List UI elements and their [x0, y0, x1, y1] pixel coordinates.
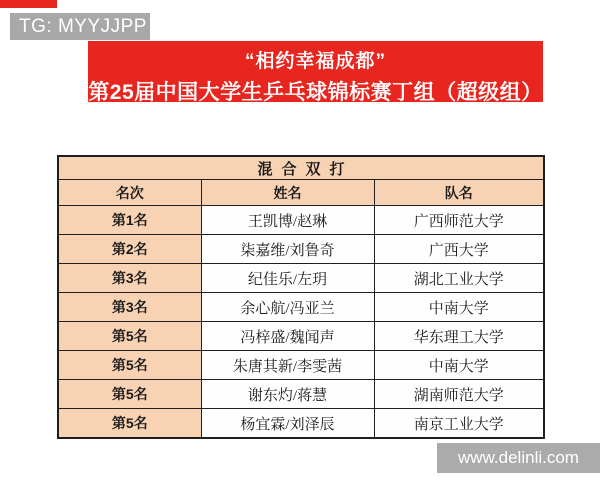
header-row: [58, 180, 544, 206]
team-cell: 湖南师范大学: [374, 380, 544, 409]
team-cell: 湖北工业大学: [374, 264, 544, 293]
rank-cell: 第2名: [58, 235, 201, 264]
names-cell: 朱唐其新/李雯茜: [201, 351, 374, 380]
rank-cell: 第5名: [58, 322, 201, 351]
names-cell: 王凯博/赵琳: [201, 206, 374, 235]
names-cell: 杨宜霖/刘泽辰: [201, 409, 374, 439]
rank-cell: 第3名: [58, 264, 201, 293]
watermark-tg-badge: TG: MYYJJPP: [10, 13, 150, 40]
names-cell: 谢东灼/蒋慧: [201, 380, 374, 409]
results-table-body: [58, 206, 544, 439]
team-cell: 广西大学: [374, 235, 544, 264]
table-row: [58, 206, 544, 235]
names-cell: 冯梓盛/魏闻声: [201, 322, 374, 351]
banner-title: 第25届中国大学生乒乓球锦标赛丁组（超级组）: [88, 81, 543, 104]
rank-cell: 第1名: [58, 206, 201, 235]
column-header-team: 队名: [374, 180, 544, 206]
team-cell: 中南大学: [374, 351, 544, 380]
table-row: [58, 322, 544, 351]
table-row: [58, 235, 544, 264]
table-row: [58, 351, 544, 380]
column-header-rank: 名次: [58, 180, 201, 206]
rank-cell: 第5名: [58, 380, 201, 409]
table-row: [58, 409, 544, 439]
red-strip-decoration: [0, 0, 57, 8]
rank-cell: 第5名: [58, 409, 201, 439]
team-cell: 华东理工大学: [374, 322, 544, 351]
rank-cell: 第3名: [58, 293, 201, 322]
rank-cell: 第5名: [58, 351, 201, 380]
names-cell: 余心航/冯亚兰: [201, 293, 374, 322]
table-row: [58, 293, 544, 322]
names-cell: 柒嘉维/刘鲁奇: [201, 235, 374, 264]
team-cell: 广西师范大学: [374, 206, 544, 235]
column-header-names: 姓名: [201, 180, 374, 206]
caption-row: [58, 156, 544, 180]
results-table: [57, 155, 545, 439]
table-row: [58, 380, 544, 409]
team-cell: 中南大学: [374, 293, 544, 322]
watermark-site-badge: www.delinli.com: [437, 443, 600, 473]
names-cell: 纪佳乐/左玥: [201, 264, 374, 293]
title-banner: [88, 41, 543, 102]
banner-subtitle: “相约幸福成都”: [244, 51, 386, 72]
table-caption: 混合双打: [58, 156, 544, 180]
table-row: [58, 264, 544, 293]
team-cell: 南京工业大学: [374, 409, 544, 439]
